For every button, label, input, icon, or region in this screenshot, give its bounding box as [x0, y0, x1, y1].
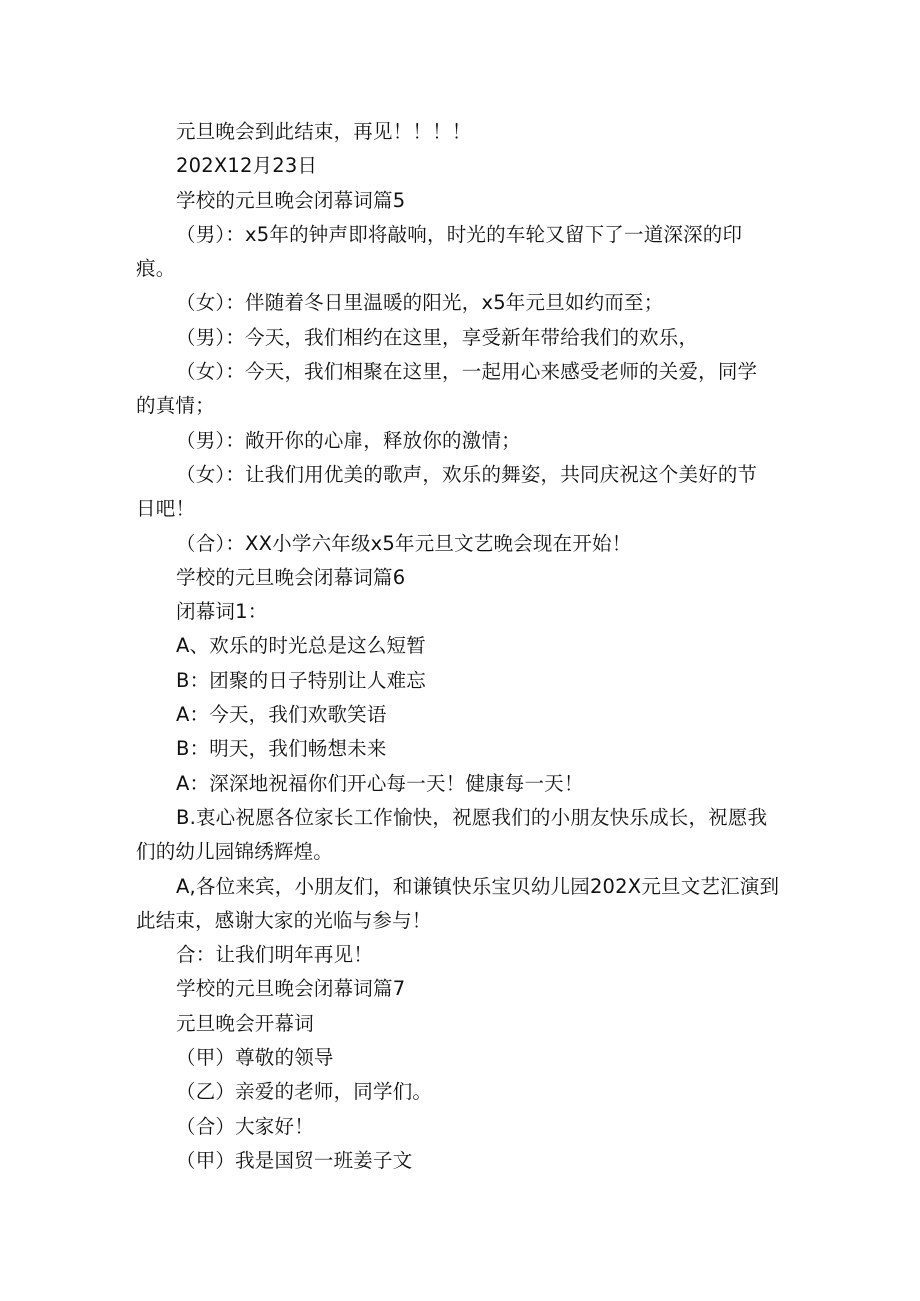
- document-body: [136, 115, 788, 1178]
- section-heading: 学校的元旦晚会闭幕词篇5: [176, 188, 406, 212]
- text-line: （女）：今天，我们相聚在这里，一起用心来感受老师的关爱，同学: [176, 360, 758, 384]
- text-line: B.衷心祝愿各位家长工作愉快，祝愿我们的小朋友快乐成长，祝愿我: [176, 805, 768, 829]
- section-heading: 学校的元旦晚会闭幕词篇6: [176, 565, 406, 589]
- text-line: （甲）我是国贸一班姜子文: [176, 1148, 413, 1172]
- text-line-continued: 此结束，感谢大家的光临与参与！: [136, 908, 432, 932]
- text-line: （甲）尊敬的领导: [176, 1046, 334, 1070]
- text-line: （男）：敞开你的心扉，释放你的激情；: [176, 428, 521, 452]
- text-line: （合）：XX小学六年级x5年元旦文艺晚会现在开始！: [176, 531, 632, 555]
- section-heading: 学校的元旦晚会闭幕词篇7: [176, 977, 406, 1001]
- text-line: 元旦晚会开幕词: [176, 1011, 314, 1035]
- text-line: B：团聚的日子特别让人难忘: [176, 668, 426, 692]
- text-line: A：今天，我们欢歌笑语: [176, 703, 387, 727]
- text-line: A：深深地祝福你们开心每一天！健康每一天！: [176, 771, 584, 795]
- text-line: 元旦晚会到此结束，再见！！！！: [176, 120, 472, 143]
- text-line: （女）：伴随着冬日里温暖的阳光，x5年元旦如约而至；: [176, 291, 664, 315]
- text-line: （男）：今天，我们相约在这里，享受新年带给我们的欢乐，: [176, 325, 699, 349]
- text-line: A、欢乐的时光总是这么短暂: [176, 634, 426, 658]
- text-line: 合：让我们明年再见！: [176, 943, 374, 967]
- text-line-continued: 们的幼儿园锦绣辉煌。: [136, 840, 334, 864]
- date-line: 202X12月23日: [176, 154, 318, 178]
- text-line-continued: 的真情；: [136, 394, 215, 418]
- text-line: （男）：x5年的钟声即将敲响，时光的车轮又留下了一道深深的印: [176, 222, 743, 246]
- text-line-continued: 日吧！: [136, 497, 196, 521]
- text-line: （乙）亲爱的老师，同学们。: [176, 1080, 433, 1104]
- text-line: A,各位来宾，小朋友们，和谦镇快乐宝贝幼儿园202X元旦文艺汇演到: [176, 874, 780, 898]
- text-line: 闭幕词1：: [176, 600, 268, 624]
- text-line-continued: 痕。: [136, 257, 176, 281]
- text-line: B：明天，我们畅想未来: [176, 737, 387, 761]
- text-line: （女）：让我们用优美的歌声，欢乐的舞姿，共同庆祝这个美好的节: [176, 462, 758, 486]
- text-line: （合）大家好！: [176, 1114, 314, 1138]
